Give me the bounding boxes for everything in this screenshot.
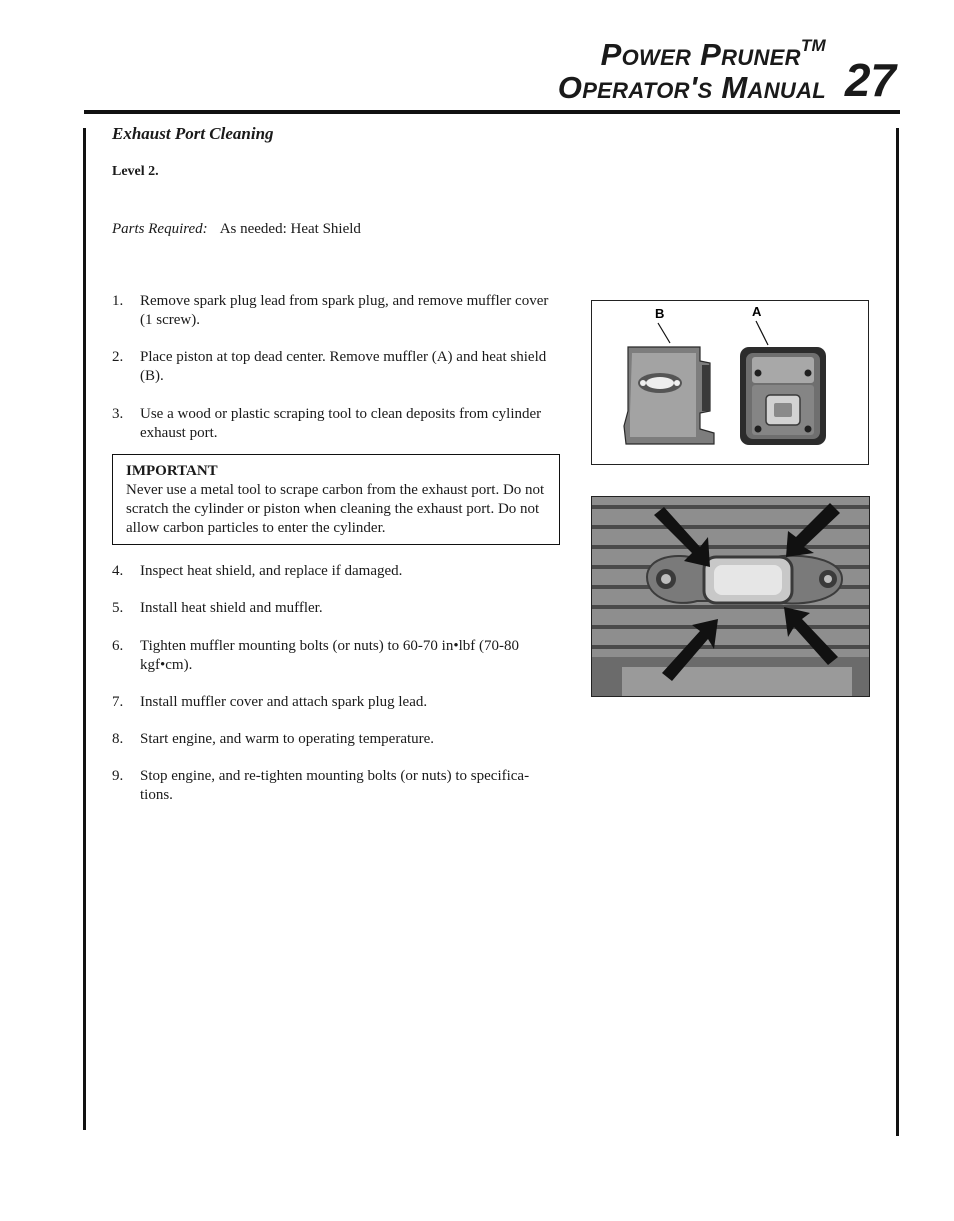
step-item <box>112 637 562 675</box>
step-item <box>112 405 562 443</box>
step-number: 4. <box>112 563 124 579</box>
leader-line-a <box>756 321 768 345</box>
step-text: Install heat shield and muffler. <box>140 600 323 616</box>
important-body: Never use a metal tool to scrape carbon from the exhaust port. Do not scratch the cylinder or piston when cleaning the exhaust port. Do not allow carbon particles to enter the cylinder. <box>126 482 545 536</box>
exhaust-port-drawing <box>592 497 869 696</box>
muffler-image <box>740 347 826 445</box>
muffler-heat-shield-figure <box>591 300 869 465</box>
step-number: 6. <box>112 638 124 654</box>
step-number: 1. <box>112 293 124 309</box>
heat-shield-image <box>624 347 714 444</box>
label-a: A <box>752 304 762 319</box>
manual-title-line2: Operator's Manual <box>557 70 826 105</box>
label-b: B <box>655 306 665 321</box>
step-number: 9. <box>112 768 124 784</box>
step-item <box>112 599 562 618</box>
maintenance-level: Level 2. <box>112 164 159 179</box>
leader-line-b <box>658 323 670 343</box>
step-text: Stop engine, and re-tighten mounting bolts (or nuts) to specifica- tions. <box>140 768 530 803</box>
step-item <box>112 693 562 712</box>
step-text: Tighten muffler mounting bolts (or nuts) to 60-70 in•lbf (70-80 kgf•cm). <box>140 638 519 673</box>
step-number: 3. <box>112 406 124 422</box>
exhaust-flange <box>647 556 842 604</box>
important-heading: IMPORTANT <box>126 463 218 479</box>
header-rule <box>84 110 900 114</box>
left-margin-rule <box>83 128 86 1130</box>
exhaust-port-photo <box>591 496 870 697</box>
parts-required-value: As needed: Heat Shield <box>219 221 361 237</box>
step-item <box>112 348 562 386</box>
step-text: Remove spark plug lead from spark plug, and remove muffler cover (1 screw). <box>140 293 549 328</box>
right-margin-rule <box>896 128 899 1136</box>
manual-title-line1: Power Pruner™ <box>600 36 826 72</box>
step-text: Place piston at top dead center. Remove muffler (A) and heat shield (B). <box>140 349 547 384</box>
step-item <box>112 767 562 805</box>
step-text: Use a wood or plastic scraping tool to clean deposits from cylinder exhaust port. <box>140 406 542 441</box>
step-number: 2. <box>112 349 124 365</box>
step-item <box>112 292 562 330</box>
step-text: Start engine, and warm to operating temperature. <box>140 731 435 747</box>
step-number: 7. <box>112 694 124 710</box>
step-item <box>112 562 562 581</box>
section-title: Exhaust Port Cleaning <box>112 124 274 143</box>
muffler-heat-shield-drawing <box>592 301 868 464</box>
step-text: Inspect heat shield, and replace if damaged. <box>140 563 403 579</box>
important-notice-box <box>112 454 560 545</box>
trademark-mark: TM <box>800 36 826 55</box>
step-number: 8. <box>112 731 124 747</box>
parts-required <box>112 221 361 238</box>
step-number: 5. <box>112 600 124 616</box>
step-text: Install muffler cover and attach spark plug lead. <box>140 694 428 710</box>
parts-required-label: Parts Required: <box>112 221 208 237</box>
step-item <box>112 730 562 749</box>
page-number: 27 <box>844 54 896 106</box>
manual-title <box>558 38 826 104</box>
